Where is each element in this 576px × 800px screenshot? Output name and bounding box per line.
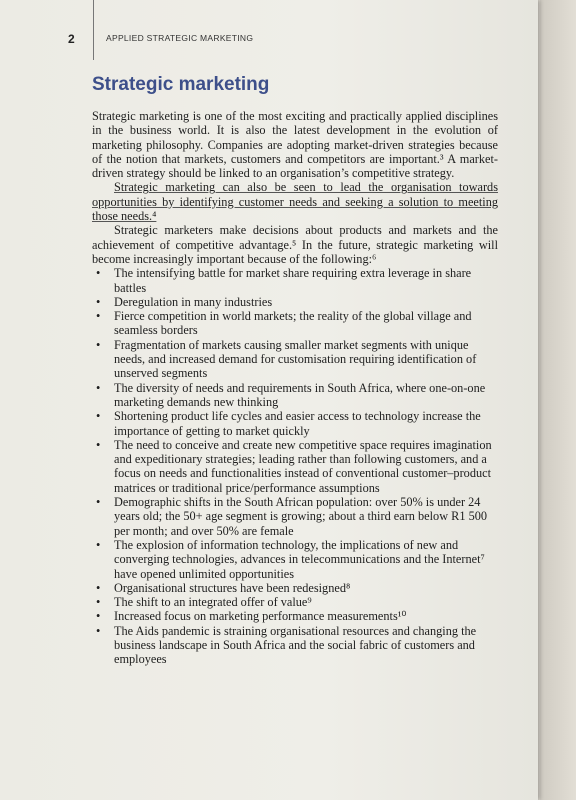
- list-item: • The diversity of needs and requirements in South Africa, where one-on-one marketing demands new thinking: [92, 381, 498, 410]
- list-item: • Fragmentation of markets causing smaller market segments with unique needs, and increased demand for customisation requiring identification of unserved segments: [92, 338, 498, 381]
- header-divider: [93, 0, 94, 60]
- list-item: • The Aids pandemic is straining organisational resources and changing the business landscape in South Africa and the social fabric of customers and employees: [92, 624, 498, 667]
- list-item: • Increased focus on marketing performance measurements¹⁰: [92, 609, 498, 623]
- section-title: Strategic marketing: [92, 74, 270, 95]
- paragraph-opportunities: [92, 180, 498, 223]
- list-item: • Demographic shifts in the South African population: over 50% is under 24 years old; the 50+ age segment is growing; about a third earn below R1 500 per month; and over 50% are female: [92, 495, 498, 538]
- list-item: • Organisational structures have been redesigned⁸: [92, 581, 498, 595]
- list-item: • The shift to an integrated offer of value⁹: [92, 595, 498, 609]
- body-text: [92, 109, 498, 667]
- running-head: APPLIED STRATEGIC MARKETING: [106, 33, 254, 43]
- list-item: • Deregulation in many industries: [92, 295, 498, 309]
- list-item: • The need to conceive and create new competitive space requires imagination and expeditionary strategies; leading rather than following customers, and a focus on needs and functionalities instead of conventional customer–product matrices or traditional price/performance assumptions: [92, 438, 498, 495]
- list-item: • The intensifying battle for market share requiring extra leverage in share battles: [92, 266, 498, 295]
- underlined-text: Strategic marketing can also be seen to lead the organisation towards opportunities by identifying customer needs and seeking a solution to meeting those needs.⁴: [92, 180, 498, 224]
- bullet-list: [92, 266, 498, 666]
- adjacent-page-edge: [540, 0, 576, 800]
- paragraph-intro: Strategic marketing is one of the most exciting and practically applied disciplines in the business world. It is also the latest development in the evolution of marketing philosophy. Companies are adopting market-driven strategies because of the notion that markets, customers and competitors are important.³ A market-driven strategy should be linked to an organisation’s competitive strategy.: [92, 109, 498, 181]
- list-item: • Shortening product life cycles and easier access to technology increase the importance of getting to market quickly: [92, 409, 498, 438]
- list-item: • Fierce competition in world markets; the reality of the global village and seamless borders: [92, 309, 498, 338]
- paragraph-decisions: Strategic marketers make decisions about products and markets and the achievement of competitive advantage.⁵ In the future, strategic marketing will become increasingly important because of the following:⁶: [92, 223, 498, 266]
- page-number: 2: [68, 32, 75, 46]
- list-item: • The explosion of information technology, the implications of new and converging technologies, advances in telecommunications and the Internet⁷ have opened unlimited opportunities: [92, 538, 498, 581]
